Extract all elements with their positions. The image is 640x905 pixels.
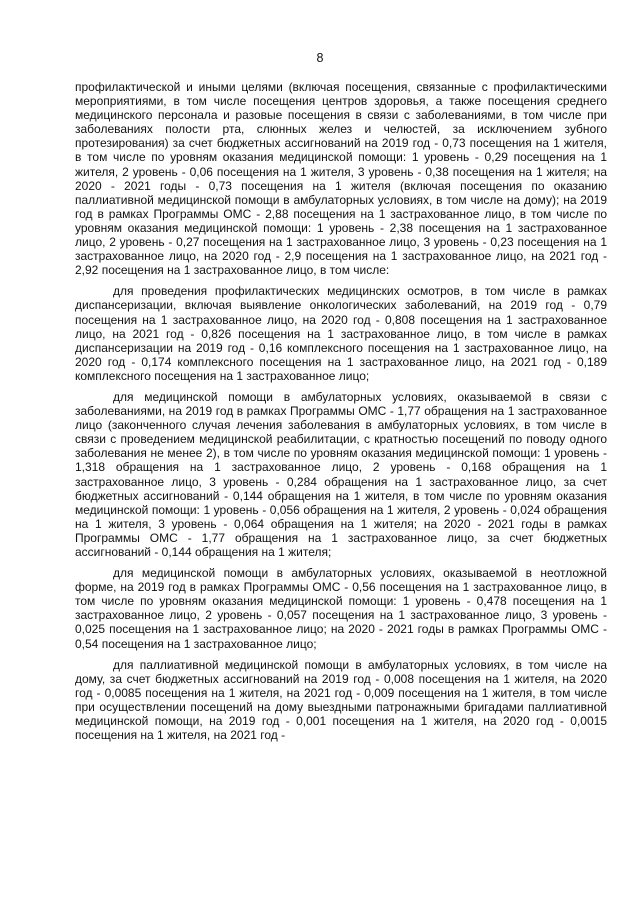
document-body	[75, 80, 607, 742]
paragraph-palliative-care: для паллиативной медицинской помощи в амбулаторных условиях, в том числе на дому, за счет бюджетных ассигнований на 2019 год - 0,008 посещения на 1 жителя, на 2020 год - 0,0085 посещения на 1 жителя, на 2021 год - 0,009 посещения на 1 жителя, в том числе при осуществлении посещений на дому выездными патронажными бригадами паллиативной медицинской помощи, на 2019 год - 0,001 посещения на 1 жителя, на 2020 год - 0,0015 посещения на 1 жителя, на 2021 год -	[75, 657, 607, 743]
paragraph-visits-prophylactic: профилактической и иными целями (включая посещения, связанные с профилактическими мероприятиями, в том числе посещения центров здоровья, а также посещения среднего медицинского персонала и разовые посещения в связи с заболеваниями, в том числе при заболеваниях полости рта, слюнных желез и челюстей, за исключением зубного протезирования) за счет бюджетных ассигнований на 2019 год - 0,73 посещения на 1 жителя, в том числе по уровням оказания медицинской помощи: 1 уровень - 0,29 посещения на 1 жителя, 2 уровень - 0,06 посещения на 1 жителя, 3 уровень - 0,38 посещения на 1 жителя; на 2020 - 2021 годы - 0,73 посещения на 1 жителя (включая посещения по оказанию паллиативной медицинской помощи в амбулаторных условиях, в том числе на дому); на 2019 год в рамках Программы ОМС - 2,88 посещения на 1 застрахованное лицо, в том числе по уровням оказания медицинской помощи: 1 уровень - 2,38 посещения на 1 застрахованное лицо, 2 уровень - 0,27 посещения на 1 застрахованное лицо, 3 уровень - 0,23 посещения на 1 застрахованное лицо, на 2020 год - 2,9 посещения на 1 застрахованное лицо, на 2021 год - 2,92 посещения на 1 застрахованное лицо, в том числе:	[75, 80, 607, 278]
paragraph-outpatient-disease-care: для медицинской помощи в амбулаторных условиях, оказываемой в связи с заболеваниями, на 2019 год в рамках Программы ОМС - 1,77 обращения на 1 застрахованное лицо (законченного случая лечения заболевания в амбулаторных условиях, в том числе в связи с проведением медицинской реабилитации, с кратностью посещений по поводу одного заболевания не менее 2), в том числе по уровням оказания медицинской помощи: 1 уровень - 1,318 обращения на 1 застрахованное лицо, 2 уровень - 0,168 обращения на 1 застрахованное лицо, 3 уровень - 0,284 обращения на 1 застрахованное лицо, за счет бюджетных ассигнований - 0,144 обращения на 1 жителя, в том числе по уровням оказания медицинской помощи: 1 уровень - 0,056 обращения на 1 жителя, 2 уровень - 0,024 обращения на 1 жителя, 3 уровень - 0,064 обращения на 1 жителя; на 2020 - 2021 годы в рамках Программы ОМС - 1,77 обращения на 1 застрахованное лицо, за счет бюджетных ассигнований - 0,144 обращения на 1 жителя;	[75, 389, 607, 559]
paragraph-outpatient-emergency-care: для медицинской помощи в амбулаторных условиях, оказываемой в неотложной форме, на 2019 год в рамках Программы ОМС - 0,56 посещения на 1 застрахованное лицо, в том числе по уровням оказания медицинской помощи: 1 уровень - 0,478 посещения на 1 застрахованное лицо, 2 уровень - 0,057 посещения на 1 застрахованное лицо, 3 уровень - 0,025 посещения на 1 застрахованное лицо; на 2020 - 2021 годы в рамках Программы ОМС - 0,54 посещения на 1 застрахованное лицо;	[75, 566, 607, 651]
paragraph-preventive-examinations: для проведения профилактических медицинских осмотров, в том числе в рамках диспансеризации, включая выявление онкологических заболеваний, на 2019 год - 0,79 посещения на 1 застрахованное лицо, на 2020 год - 0,808 посещения на 1 застрахованное лицо, на 2021 год - 0,826 посещения на 1 застрахованное лицо, в том числе в рамках диспансеризации на 2019 год - 0,16 комплексного посещения на 1 застрахованное лицо, на 2020 год - 0,174 комплексного посещения на 1 застрахованное лицо, на 2021 год - 0,189 комплексного посещения на 1 застрахованное лицо;	[75, 284, 607, 383]
page-number: 8	[316, 51, 324, 65]
